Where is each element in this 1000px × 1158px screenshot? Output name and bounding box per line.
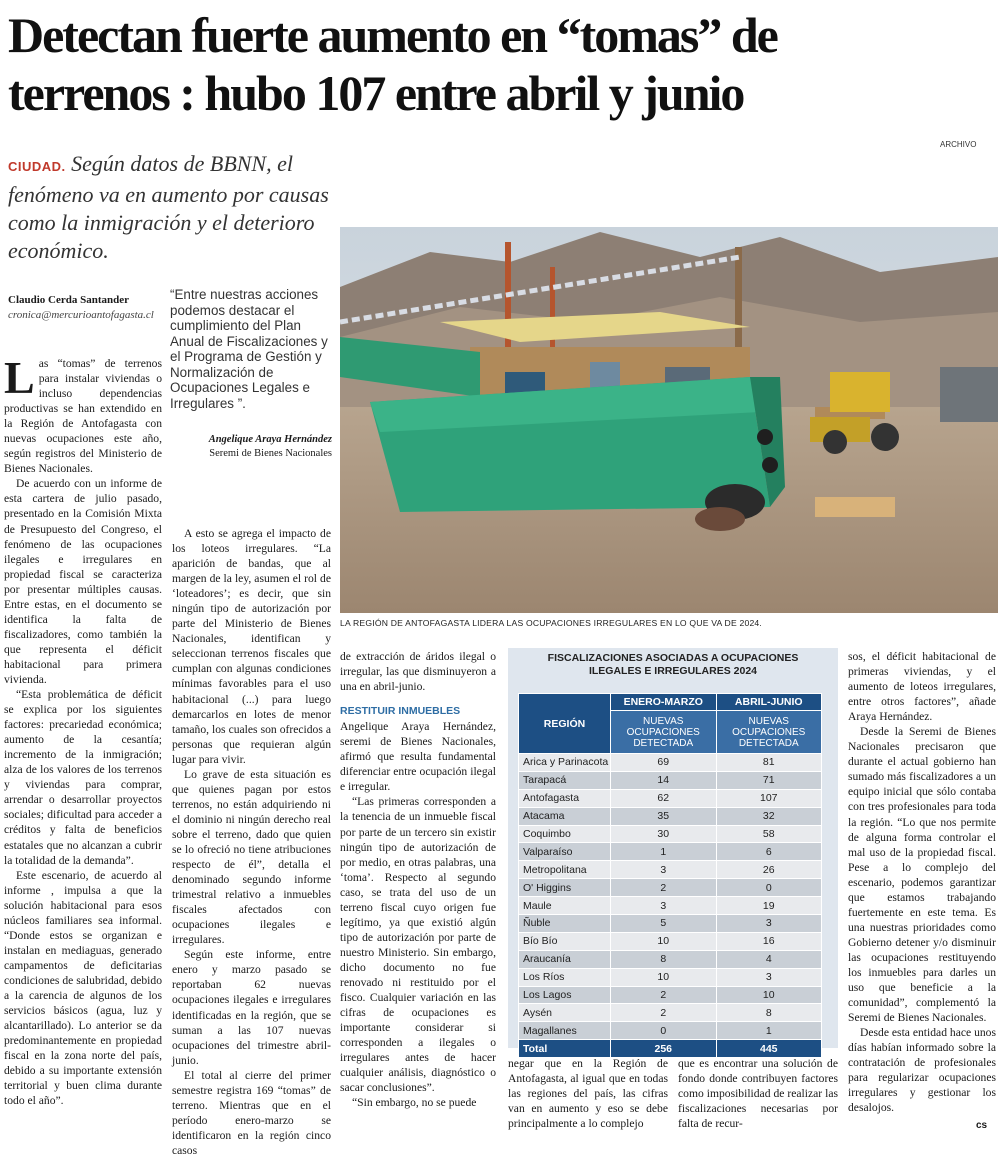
table-row: Aysén 2 8 [519,1004,822,1022]
table-body [519,754,822,1058]
table-title: FISCALIZACIONES ASOCIADAS A OCUPACIONES ILEGALES E IRREGULARES 2024 [547,652,799,677]
paragraph: De acuerdo con un informe de esta cartera de julio pasado, presentado en la Comisión Mixta de Presupuesto del Congreso, el fenómeno de las ocupaciones ilegales e irregulares en propiedad fiscal se caracteriza por presentar múltiples causas. Entre estas, en el documento se identifica la falta de fiscalizadores, como también la que representa el déficit habitacional para primera vivienda. [4,477,162,686]
paragraph: Según este informe, entre enero y marzo pasado se reportaban 62 nuevas ocupaciones ilegales e irregulares identificadas en la región, que se suman a las 107 nuevas ocupaciones del trimestre abril-junio. [172,948,331,1067]
article-column-3 [340,649,496,1110]
paragraph: Desde la Seremi de Bienes Nacionales precisaron que durante el actual gobierno han sumado más fiscalizadores a un equipo inicial que sólo contaba con tres profesionales para toda la región. “Lo que nos permite de alguna forma controlar el mal uso de la propiedad fiscal. Pese a lo complejo del escenario, podemos garantizar que estamos trabajando fuertemente en este tema. Es una nuestras prioridades como Gobierno detener y/o disminuir las ocupaciones restituyendo los inmuebles para darles un uso que beneficie a la comunidad”, complementó la Seremi de Bienes Nacionales. [848,725,996,1025]
paragraph: Angelique Araya Hernández, seremi de Bienes Nacionales, afirmó que resulta fundamental diferenciar entre ocupación ilegal e irregular. [340,720,496,794]
table-row: Antofagasta 62 107 [519,789,822,807]
paragraph: Las “tomas” de terrenos para instalar viviendas o incluso dependencias productivas se han extendido en la Región de Antofagasta con nuevas ocupaciones este año, según registros del Ministerio de Bienes Nacionales. [4,352,162,476]
paragraph: El total al cierre del primer semestre registra 169 “tomas” de terreno. Mientras que en el período enero-marzo se identificaron en la región cinco casos [172,1068,331,1157]
headline-line-2: terrenos : hubo 107 entre abril y junio [8,65,744,121]
article-column-2 [172,526,331,1158]
article-bottom-column-1 [508,1056,668,1131]
column-subheader-jan-mar: NUEVAS OCUPACIONES DETECTADA [611,711,717,754]
table-row: Ñuble 5 3 [519,915,822,933]
table-row: Atacama 35 32 [519,807,822,825]
table-row: Maule 3 19 [519,897,822,915]
photo-caption: LA REGIÓN DE ANTOFAGASTA LIDERA LAS OCUPACIONES IRREGULARES EN LO QUE VA DE 2024. [340,618,762,628]
table-row: Tarapacá 14 71 [519,771,822,789]
article-photo [340,227,998,613]
column-header-jan-mar: ENERO-MARZO [611,694,717,711]
table-total-row: Total 256 445 [519,1040,822,1058]
column-subheader-apr-jun: NUEVAS OCUPACIONES DETECTADA [716,711,822,754]
headline [8,6,998,122]
paragraph: “Esta problemática de déficit se explica por los siguientes factores: precariedad económica; aumento de la cesantía; incremento de la inmigración; alza de los valores de los terrenos y viviendas para comprar, arrendar o desarrollar proyectos sociales; dificultad para acceder a créditos y falta de beneficios estatales que no alcanzan a cubrir la totalidad de la demanda”. [4,688,162,867]
table-row: Valparaíso 1 6 [519,843,822,861]
paragraph: Desde esta entidad hace unos días habían informado sobre la contratación de profesionales para regularizar ocupaciones irregulares y gestionar los desalojos. [848,1026,996,1115]
pull-quote-attribution [182,433,332,461]
pull-quote-author: Angelique Araya Hernández [208,434,332,445]
paragraph: sos, el déficit habitacional de primeras viviendas, y el aumento de loteos irregulares, entre otros factores”, añade Araya Hernández. [848,650,996,724]
column-header-region: REGIÓN [519,694,611,754]
end-mark: cs [976,1120,988,1131]
paragraph: Este escenario, de acuerdo al informe , impulsa a que la solución habitacional para esos núcleos familiares sea informal. “Donde estos se organizan e instalan en mediaguas, generado campamentos de deficitarias condiciones de salubridad, debido a la carencia de algunos de los servicios básicos (agua, luz y alcantarillado). Lo anterior se da predominantemente en propiedad fiscal en la zona norte del país, debido a su importante extensión territorial y buen clima durante todo el año”. [4,868,162,1108]
table-row: Arica y Parinacota 69 81 [519,754,822,772]
deck-text: Según datos de BBNN, el fenómeno va en aumento por causas como la inmigración y el deterioro económico. [8,151,329,263]
paragraph: “Las primeras corresponden a la tenencia de un inmueble fiscal por parte de un tercero sin existir ningún tipo de autorización de por medio, en otras palabras, una ‘toma’. Respecto al segundo caso, se trata del uso de un terreno fiscal cuyo origen fue legítimo, ya que existió algún tipo de autorización por parte de nuestro Ministerio. Sin embargo, dicho documento no fue renovado ni restituido por el fisco. Cualquier variación en las cifras de ocupaciones es importante considerar si corresponden a ilegales o irregulares antes de hacer cualquier análisis, diagnóstico o sacar conclusiones”. [340,795,496,1095]
column-header-apr-jun: ABRIL-JUNIO [716,694,822,711]
pull-quote-role: Seremi de Bienes Nacionales [209,448,332,459]
headline-line-1: Detectan fuerte aumento en “tomas” de [8,7,777,63]
article-column-1 [4,352,162,1108]
paragraph: de extracción de áridos ilegal o irregular, las que disminuyeron a una en abril-junio. [340,650,496,694]
photo-credit: ARCHIVO [940,140,977,149]
pull-quote: “Entre nuestras acciones podemos destacar el cumplimiento del Plan Anual de Fiscalizaciones y el Programa de Gestión y Normalización de Ocupaciones Legales e Irregulares ”. [170,287,328,411]
paragraph: que es encontrar una solución de fondo donde contribuyen factores como imposibilidad de realizar las fiscalizaciones necesarias por falta de recur- [678,1057,838,1131]
camp-photo-illustration [340,227,998,613]
table-row: Los Ríos 10 3 [519,968,822,986]
byline-email[interactable]: cronica@mercurioantofagasta.cl [8,309,154,321]
paragraph: Lo grave de esta situación es que quienes pagan por estos terrenos, no están adquiriendo ni el dominio ni ningún derecho real sobre el terreno, dado que quien se lo ofreció no tiene atribuciones respecto de él”, detalla el denominado segundo informe trimestral relativo a inmuebles fiscales afectados con ocupaciones ilegales e irregulares. [172,767,331,947]
table-row: Araucanía 8 4 [519,950,822,968]
table-row: Metropolitana 3 26 [519,861,822,879]
deck [8,150,333,265]
paragraph: A esto se agrega el impacto de los loteos irregulares. “La aparición de bandas, que al margen de la ley, asumen el rol de ‘loteadores’; es decir, que sin ningún tipo de autorización por parte del Ministerio de Bienes Nacionales, identifican y seleccionan terrenos fiscales que cumplan con algunas condiciones mínimas favorables para el uso habitacional (...) para luego demarcarlos en lotes de menor tamaño, los cuales son ofrecidos a personas que requieran algún lugar para vivir. [172,527,331,766]
byline [8,293,178,323]
table-row: Bío Bío 10 16 [519,932,822,950]
section-kicker: CIUDAD. [8,159,66,174]
table-row: Coquimbo 30 58 [519,825,822,843]
drop-cap: L [4,352,35,403]
paragraph: negar que en la Región de Antofagasta, al igual que en todas las regiones del país, las cifras van en aumento y eso se debe principalmente a lo complejo [508,1057,668,1131]
table-row: Magallanes 0 1 [519,1022,822,1040]
inspections-table [518,693,822,1058]
table-row: O' Higgins 2 0 [519,879,822,897]
subheading: RESTITUIR INMUEBLES [340,705,461,718]
byline-name: Claudio Cerda Santander [8,294,130,306]
table-row: Los Lagos 2 10 [519,986,822,1004]
article-bottom-column-2 [678,1056,838,1131]
article-column-4 [848,649,996,1115]
paragraph: “Sin embargo, no se puede [352,1096,477,1110]
